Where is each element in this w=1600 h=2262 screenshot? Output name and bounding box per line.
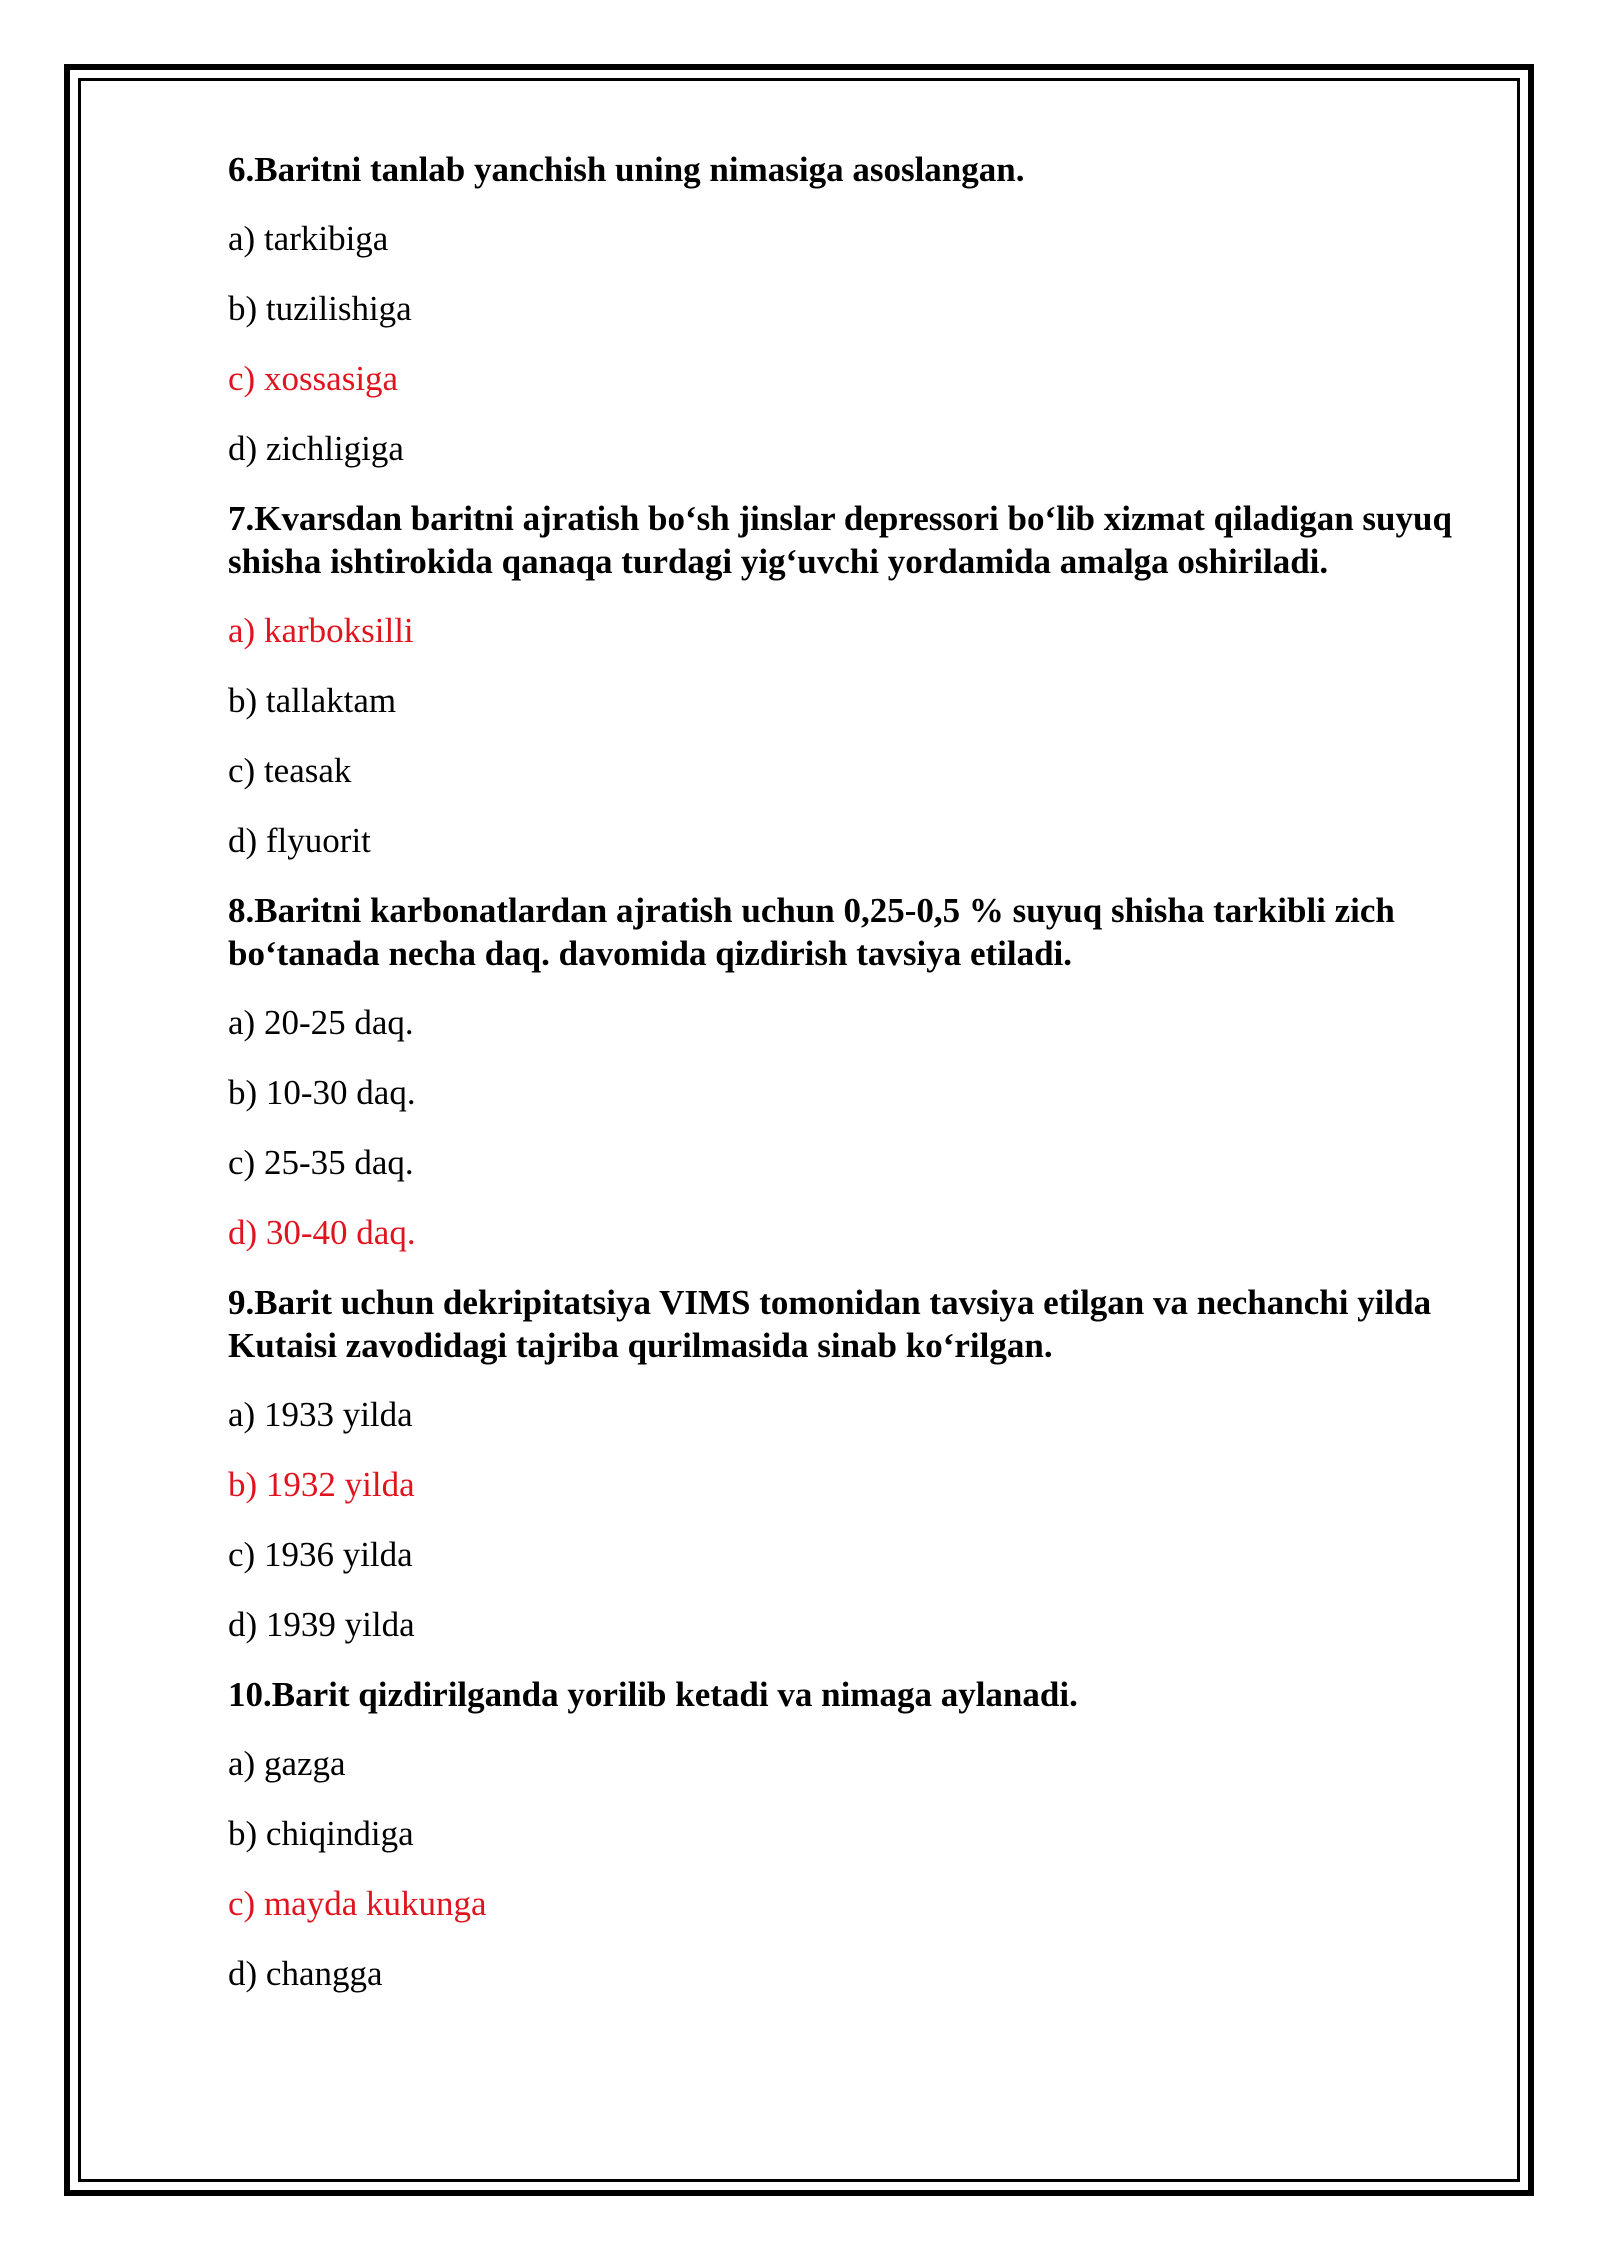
answer-option: a) gazga — [228, 1744, 346, 1783]
answer-option: d) flyuorit — [228, 821, 371, 860]
question-text: 7.Kvarsdan baritni ajratish bo‘sh jinslar depressori bo‘lib xizmat qiladigan suyuq shisha ishtirokida qanaqa turdagi yig‘uvchi yordamida amalga oshiriladi. — [228, 499, 1452, 581]
answer-option: d) 1939 yilda — [228, 1605, 415, 1644]
answer-option: a) 1933 yilda — [228, 1395, 413, 1434]
answer-option: b) 10-30 daq. — [228, 1073, 416, 1112]
question-text: 9.Barit uchun dekripitatsiya VIMS tomonidan tavsiya etilgan va nechanchi yilda Kutaisi zavodidagi tajriba qurilmasida sinab ko‘rilgan. — [228, 1283, 1432, 1365]
question-block-9 — [228, 1281, 1488, 1646]
answer-option-correct: b) 1932 yilda — [228, 1465, 415, 1504]
question-block-6 — [228, 148, 1488, 470]
question-text: 6.Baritni tanlab yanchish uning nimasiga asoslangan. — [228, 150, 1025, 189]
answer-option: c) teasak — [228, 751, 352, 790]
question-block-8 — [228, 889, 1488, 1254]
answer-option: d) zichligiga — [228, 429, 404, 468]
answer-option: c) 1936 yilda — [228, 1535, 413, 1574]
answer-option: b) tallaktam — [228, 681, 397, 720]
answer-option: a) tarkibiga — [228, 219, 389, 258]
answer-option-correct: c) xossasiga — [228, 359, 399, 398]
question-text: 8.Baritni karbonatlardan ajratish uchun 0,25-0,5 % suyuq shisha tarkibli zich bo‘tanada necha daq. davomida qizdirish tavsiya etiladi. — [228, 891, 1395, 973]
question-text: 10.Barit qizdirilganda yorilib ketadi va nimaga aylanadi. — [228, 1675, 1078, 1714]
answer-option: b) chiqindiga — [228, 1814, 414, 1853]
answer-option: a) 20-25 daq. — [228, 1003, 414, 1042]
quiz-content — [228, 148, 1488, 2022]
answer-option: c) 25-35 daq. — [228, 1143, 414, 1182]
answer-option-correct: c) mayda kukunga — [228, 1884, 487, 1923]
answer-option-correct: d) 30-40 daq. — [228, 1213, 416, 1252]
question-block-7 — [228, 497, 1488, 862]
answer-option: b) tuzilishiga — [228, 289, 412, 328]
answer-option-correct: a) karboksilli — [228, 611, 414, 650]
question-block-10 — [228, 1673, 1488, 1995]
answer-option: d) changga — [228, 1954, 383, 1993]
